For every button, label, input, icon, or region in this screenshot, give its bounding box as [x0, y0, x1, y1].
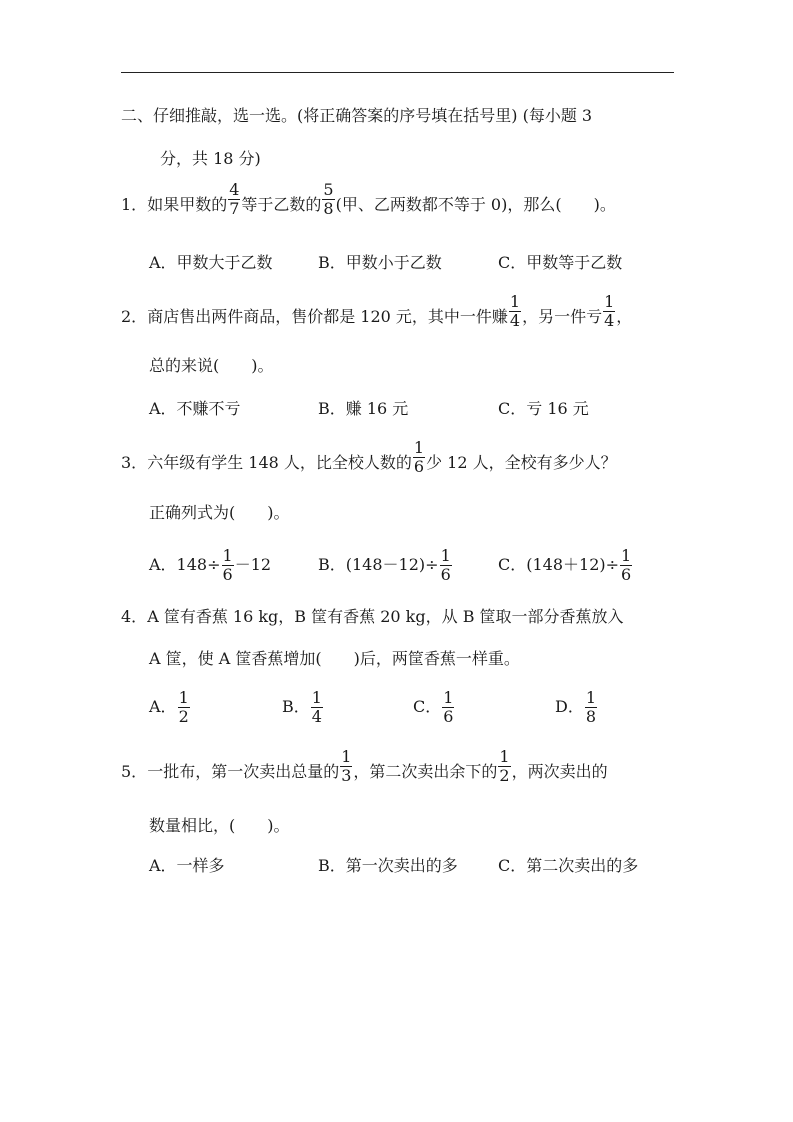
question-text: ，另一件亏 [522, 307, 603, 326]
question-text: ， [616, 307, 633, 326]
question-5 [121, 747, 608, 790]
q4-option-a [149, 690, 191, 725]
q2-line2: 总的来说( )。 [149, 356, 274, 375]
question-number: 2． [121, 307, 148, 326]
q2-option-a: A．不赚不亏 [149, 399, 241, 418]
question-number: 5． [121, 762, 148, 781]
q3-line2: 正确列式为( )。 [149, 503, 290, 522]
fraction: $\frac{1}{2}$ [499, 747, 510, 785]
fraction: $\frac{1}{2}$ [178, 688, 189, 726]
q3-option-c [498, 548, 633, 583]
question-text: 如果甲数的 [147, 195, 228, 214]
question-text: ，第二次卖出余下的 [353, 762, 498, 781]
q5-option-a: A．一样多 [149, 856, 225, 875]
q1-option-b: B．甲数小于乙数 [318, 253, 442, 272]
fraction: $\frac{1}{6}$ [621, 546, 632, 584]
question-number: 4． [121, 607, 148, 626]
q3-option-b [318, 548, 453, 583]
fraction: $\frac{4}{7}$ [229, 180, 240, 218]
question-number: 1． [121, 195, 148, 214]
fraction: $\frac{1}{4}$ [509, 292, 521, 330]
fraction: $\frac{1}{6}$ [440, 546, 451, 584]
question-3 [121, 438, 617, 481]
question-text: A 筐有香蕉 16 kg，B 筐有香蕉 20 kg，从 B 筐取一部分香蕉放入 [147, 607, 624, 626]
option-text: B．(148－12)÷ [318, 555, 439, 574]
fraction: $\frac{1}{3}$ [341, 747, 352, 785]
q2-option-b: B．赚 16 元 [318, 399, 409, 418]
top-rule [121, 72, 674, 73]
question-4 [121, 609, 624, 625]
option-text: A．148÷ [149, 555, 221, 574]
question-text: (甲、乙两数都不等于 0)，那么( )。 [335, 195, 616, 214]
option-label: A． [149, 697, 177, 716]
q2-option-c: C．亏 16 元 [498, 399, 589, 418]
question-text: 六年级有学生 148 人，比全校人数的 [147, 453, 412, 472]
question-text: ，两次卖出的 [511, 762, 608, 781]
option-label: C． [413, 697, 442, 716]
q5-line2: 数量相比，( )。 [149, 816, 290, 835]
q4-option-b [282, 690, 324, 725]
fraction: $\frac{1}{6}$ [413, 438, 425, 476]
q1-option-a: A．甲数大于乙数 [149, 253, 273, 272]
option-text: －12 [234, 555, 272, 574]
fraction: $\frac{5}{8}$ [323, 180, 334, 218]
q5-option-b: B．第一次卖出的多 [318, 856, 458, 875]
option-label: B． [282, 697, 310, 716]
option-label: D． [555, 697, 584, 716]
section-heading-line1: 二、仔细推敲，选一选。(将正确答案的序号填在括号里) (每小题 3 [121, 106, 593, 125]
question-text: 商店售出两件商品，售价都是 120 元，其中一件赚 [147, 307, 508, 326]
question-text: 等于乙数的 [241, 195, 322, 214]
section-heading-line2: 分，共 18 分) [160, 149, 261, 168]
fraction: $\frac{1}{6}$ [222, 546, 233, 584]
question-text: 一批布，第一次卖出总量的 [147, 762, 340, 781]
q4-line2: A 筐，使 A 筐香蕉增加( )后，两筐香蕉一样重。 [149, 649, 520, 668]
fraction: $\frac{1}{6}$ [443, 688, 454, 726]
q4-option-d [555, 690, 598, 725]
q1-option-c: C．甲数等于乙数 [498, 253, 623, 272]
question-1 [121, 180, 616, 223]
option-text: C．(148＋12)÷ [498, 555, 620, 574]
fraction: $\frac{1}{4}$ [311, 688, 322, 726]
question-number: 3． [121, 453, 148, 472]
question-2 [121, 292, 633, 335]
fraction: $\frac{1}{8}$ [585, 688, 597, 726]
q4-option-c [413, 690, 455, 725]
question-text: 少 12 人，全校有多少人？ [426, 453, 617, 472]
q3-option-a [149, 548, 271, 583]
q5-option-c: C．第二次卖出的多 [498, 856, 639, 875]
fraction: $\frac{1}{4}$ [604, 292, 615, 330]
